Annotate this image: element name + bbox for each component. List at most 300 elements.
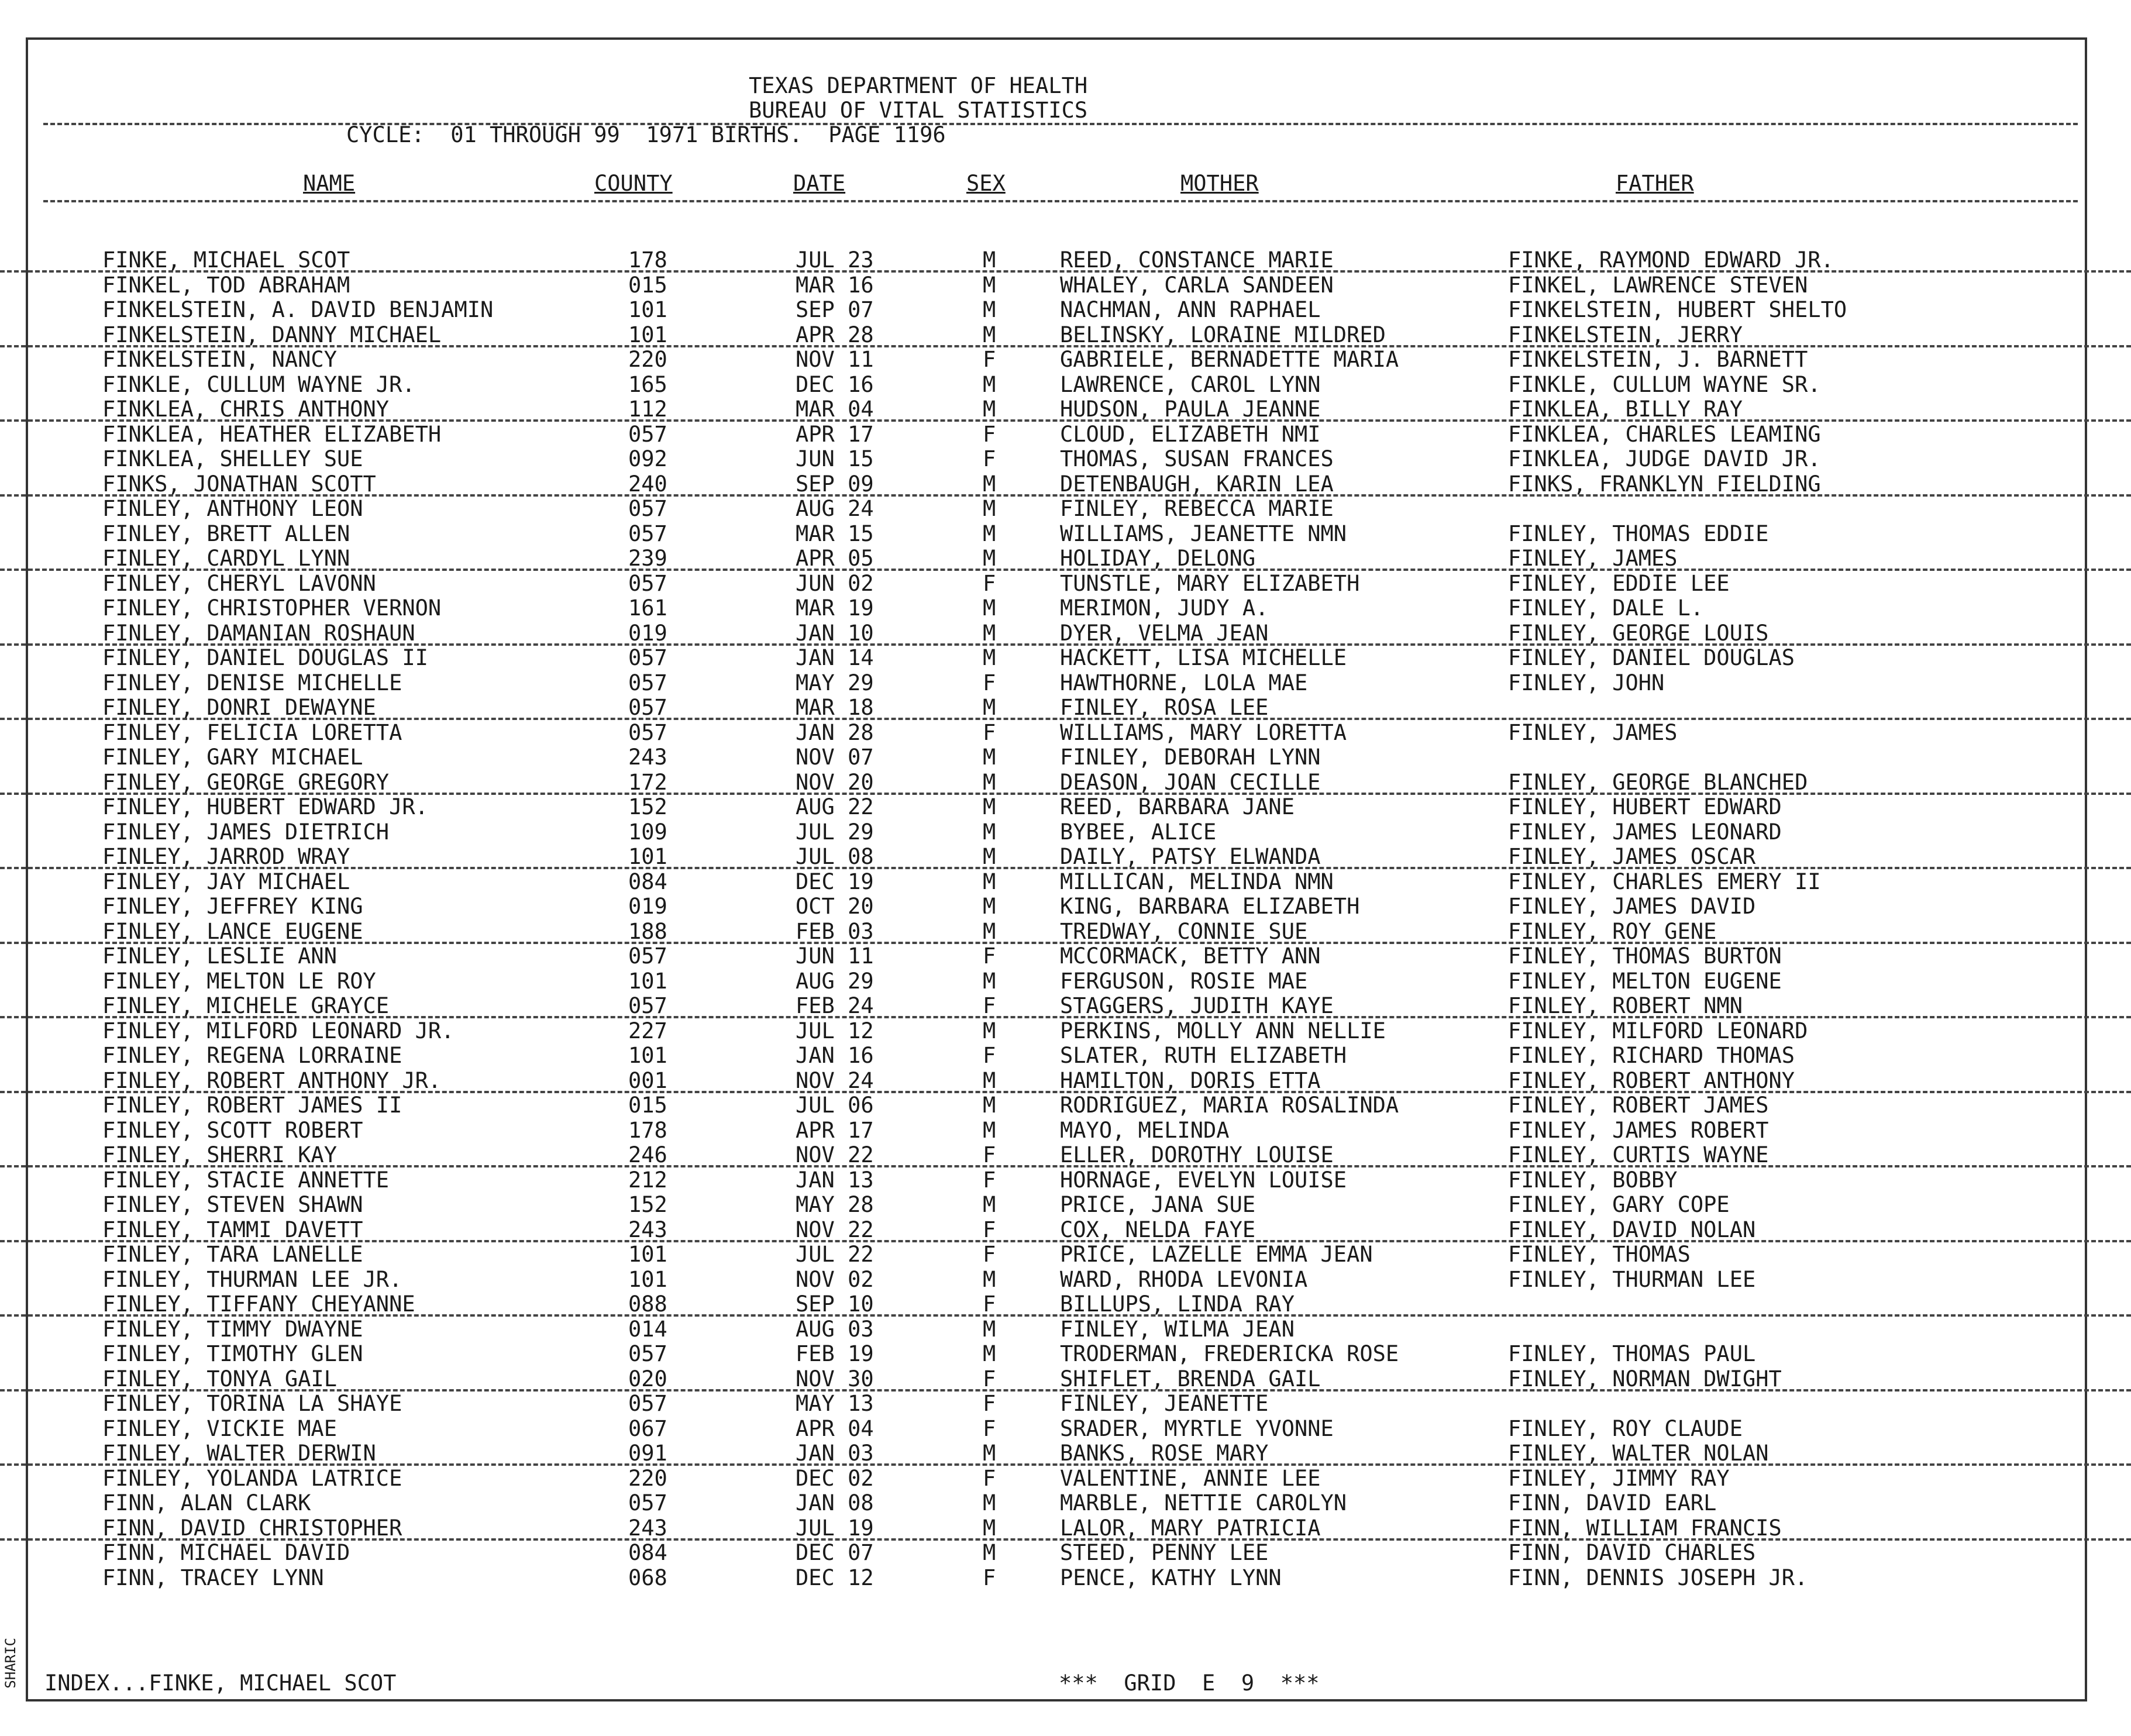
- cell-date: NOV 02: [796, 1266, 874, 1292]
- cell-sex: M: [983, 1515, 996, 1541]
- cell-mother: HORNAGE, EVELYN LOUISE: [1060, 1167, 1347, 1193]
- table-row: [0, 571, 2131, 596]
- cell-father: FINLEY, JAMES: [1508, 546, 1678, 571]
- cell-date: JUL 22: [796, 1242, 874, 1267]
- cell-father: FINLEY, MELTON EUGENE: [1508, 968, 1782, 994]
- table-row: [0, 969, 2131, 994]
- cell-date: NOV 24: [796, 1067, 874, 1093]
- table-row: [0, 1342, 2131, 1366]
- cell-father: FINLEY, JOHN: [1508, 670, 1665, 695]
- cell-sex: F: [983, 993, 996, 1018]
- cell-father: FINLEY, ROY GENE: [1508, 918, 1717, 944]
- cell-father: FINLEY, BOBBY: [1508, 1167, 1678, 1193]
- cell-county: 112: [628, 397, 667, 422]
- table-row: [0, 1491, 2131, 1515]
- cell-name: FINLEY, DAMANIAN ROSHAUN: [102, 620, 415, 646]
- cell-date: JAN 14: [796, 645, 874, 670]
- cell-mother: ELLER, DOROTHY LOUISE: [1060, 1142, 1334, 1167]
- cell-date: NOV 22: [796, 1217, 874, 1242]
- cell-mother: HAWTHORNE, LOLA MAE: [1060, 670, 1308, 695]
- cell-date: MAR 18: [796, 695, 874, 720]
- table-row: [0, 1168, 2131, 1193]
- cell-mother: LALOR, MARY PATRICIA: [1060, 1515, 1321, 1541]
- cell-father: FINLEY, THURMAN LEE: [1508, 1266, 1756, 1292]
- cell-mother: SRADER, MYRTLE YVONNE: [1060, 1415, 1334, 1441]
- cell-date: JUN 02: [796, 570, 874, 596]
- cell-date: JUL 29: [796, 819, 874, 845]
- cell-county: 243: [628, 745, 667, 770]
- agency-title: TEXAS DEPARTMENT OF HEALTH: [749, 73, 1088, 98]
- cell-father: FINKLEA, BILLY RAY: [1508, 397, 1743, 422]
- cell-sex: M: [983, 397, 996, 422]
- side-label: SHARIC: [2, 1638, 19, 1689]
- cell-name: FINLEY, STACIE ANNETTE: [102, 1167, 390, 1193]
- cell-county: 088: [628, 1291, 667, 1317]
- cell-name: FINLEY, DANIEL DOUGLAS II: [102, 645, 428, 670]
- cell-date: AUG 29: [796, 968, 874, 994]
- table-row: [0, 447, 2131, 471]
- cell-date: JAN 03: [796, 1441, 874, 1466]
- cell-county: 057: [628, 1490, 667, 1515]
- table-row: [0, 596, 2131, 621]
- cell-date: DEC 02: [796, 1465, 874, 1491]
- table-row: [0, 745, 2131, 770]
- cell-sex: F: [983, 570, 996, 596]
- cell-father: FINLEY, HUBERT EDWARD: [1508, 794, 1782, 819]
- cell-date: NOV 30: [796, 1366, 874, 1391]
- cell-father: FINLEY, GEORGE BLANCHED: [1508, 769, 1808, 795]
- table-row: [0, 347, 2131, 372]
- cell-date: AUG 03: [796, 1316, 874, 1342]
- table-row: [0, 1516, 2131, 1541]
- cell-sex: F: [983, 943, 996, 969]
- cell-county: 057: [628, 695, 667, 720]
- cell-mother: MCCORMACK, BETTY ANN: [1060, 943, 1321, 969]
- cell-name: FINLEY, JAMES DIETRICH: [102, 819, 390, 845]
- cell-county: 057: [628, 1391, 667, 1416]
- cell-mother: PERKINS, MOLLY ANN NELLIE: [1060, 1018, 1386, 1043]
- cell-father: FINLEY, CHARLES EMERY II: [1508, 869, 1821, 894]
- column-header-father: FATHER: [1616, 171, 1694, 196]
- column-header-name: NAME: [303, 171, 356, 196]
- column-header-mother: MOTHER: [1180, 171, 1259, 196]
- cell-date: MAY 28: [796, 1192, 874, 1217]
- table-row: [0, 248, 2131, 273]
- cell-county: 165: [628, 371, 667, 397]
- cell-mother: FINLEY, WILMA JEAN: [1060, 1316, 1295, 1342]
- cell-mother: MAYO, MELINDA: [1060, 1117, 1230, 1143]
- cell-name: FINLEY, LESLIE ANN: [102, 943, 337, 969]
- cell-date: MAR 15: [796, 521, 874, 546]
- cell-sex: M: [983, 894, 996, 919]
- cell-date: JUL 23: [796, 247, 874, 273]
- cell-father: FINKLE, CULLUM WAYNE SR.: [1508, 371, 1821, 397]
- cell-date: JAN 28: [796, 719, 874, 745]
- cell-county: 092: [628, 446, 667, 471]
- cell-name: FINKELSTEIN, A. DAVID BENJAMIN: [102, 297, 494, 322]
- cell-sex: M: [983, 546, 996, 571]
- cell-sex: F: [983, 1142, 996, 1167]
- cell-date: NOV 07: [796, 745, 874, 770]
- cell-sex: M: [983, 645, 996, 670]
- cell-sex: F: [983, 446, 996, 471]
- cell-county: 020: [628, 1366, 667, 1391]
- cell-date: DEC 07: [796, 1540, 874, 1565]
- cell-father: FINLEY, NORMAN DWIGHT: [1508, 1366, 1782, 1391]
- cell-name: FINKS, JONATHAN SCOTT: [102, 471, 376, 497]
- table-row: [0, 1118, 2131, 1143]
- cell-county: 091: [628, 1441, 667, 1466]
- cell-mother: HACKETT, LISA MICHELLE: [1060, 645, 1347, 670]
- cell-date: OCT 20: [796, 894, 874, 919]
- cell-mother: FERGUSON, ROSIE MAE: [1060, 968, 1308, 994]
- cell-date: JUL 08: [796, 844, 874, 869]
- cell-county: 015: [628, 1093, 667, 1118]
- cell-mother: MILLICAN, MELINDA NMN: [1060, 869, 1334, 894]
- cell-county: 101: [628, 297, 667, 322]
- cell-name: FINLEY, DENISE MICHELLE: [102, 670, 402, 695]
- cell-father: FINLEY, THOMAS PAUL: [1508, 1341, 1756, 1366]
- cell-mother: BYBEE, ALICE: [1060, 819, 1217, 845]
- cell-name: FINN, MICHAEL DAVID: [102, 1540, 350, 1565]
- cell-father: FINLEY, WALTER NOLAN: [1508, 1441, 1769, 1466]
- cell-name: FINLEY, BRETT ALLEN: [102, 521, 350, 546]
- cell-mother: BELINSKY, LORAINE MILDRED: [1060, 322, 1386, 347]
- cell-sex: M: [983, 471, 996, 497]
- table-row: [0, 695, 2131, 720]
- table-row: [0, 919, 2131, 944]
- table-row: [0, 1093, 2131, 1118]
- cell-date: JUN 15: [796, 446, 874, 471]
- cell-county: 212: [628, 1167, 667, 1193]
- cell-sex: M: [983, 769, 996, 795]
- cell-sex: M: [983, 794, 996, 819]
- cell-name: FINLEY, THURMAN LEE JR.: [102, 1266, 402, 1292]
- column-header-date: DATE: [793, 171, 846, 196]
- column-header-county: COUNTY: [594, 171, 673, 196]
- cell-date: MAY 29: [796, 670, 874, 695]
- table-row: [0, 546, 2131, 571]
- cell-father: FINN, DENNIS JOSEPH JR.: [1508, 1565, 1808, 1590]
- cell-name: FINLEY, SCOTT ROBERT: [102, 1117, 363, 1143]
- cell-mother: COX, NELDA FAYE: [1060, 1217, 1256, 1242]
- cell-date: SEP 10: [796, 1291, 874, 1317]
- cell-county: 101: [628, 322, 667, 347]
- cell-sex: F: [983, 719, 996, 745]
- cell-date: APR 17: [796, 1117, 874, 1143]
- cell-date: MAR 16: [796, 272, 874, 298]
- cell-date: APR 04: [796, 1415, 874, 1441]
- cell-sex: M: [983, 1093, 996, 1118]
- cell-county: 057: [628, 645, 667, 670]
- cell-county: 152: [628, 1192, 667, 1217]
- cell-mother: DEASON, JOAN CECILLE: [1060, 769, 1321, 795]
- cell-county: 019: [628, 894, 667, 919]
- cell-date: FEB 19: [796, 1341, 874, 1366]
- cell-date: JUN 11: [796, 943, 874, 969]
- cell-father: FINLEY, ROBERT NMN: [1508, 993, 1743, 1018]
- cell-sex: F: [983, 347, 996, 372]
- cell-mother: THOMAS, SUSAN FRANCES: [1060, 446, 1334, 471]
- cell-name: FINN, ALAN CLARK: [102, 1490, 311, 1515]
- cell-date: APR 28: [796, 322, 874, 347]
- cell-sex: F: [983, 1291, 996, 1317]
- cell-father: FINLEY, THOMAS BURTON: [1508, 943, 1782, 969]
- cell-sex: F: [983, 1366, 996, 1391]
- cell-mother: FINLEY, REBECCA MARIE: [1060, 496, 1334, 521]
- cell-father: FINLEY, JAMES LEONARD: [1508, 819, 1782, 845]
- table-row: [0, 1019, 2131, 1043]
- cell-mother: FINLEY, ROSA LEE: [1060, 695, 1269, 720]
- cell-father: FINKS, FRANKLYN FIELDING: [1508, 471, 1821, 497]
- cell-name: FINLEY, SHERRI KAY: [102, 1142, 337, 1167]
- cell-date: AUG 24: [796, 496, 874, 521]
- cell-father: FINLEY, ROBERT JAMES: [1508, 1093, 1769, 1118]
- cell-name: FINLEY, JAY MICHAEL: [102, 869, 350, 894]
- table-row: [0, 1317, 2131, 1342]
- cell-father: FINLEY, ROY CLAUDE: [1508, 1415, 1743, 1441]
- cell-mother: PRICE, JANA SUE: [1060, 1192, 1256, 1217]
- cell-name: FINLEY, WALTER DERWIN: [102, 1441, 376, 1466]
- cell-name: FINKLEA, CHRIS ANTHONY: [102, 397, 390, 422]
- cell-sex: M: [983, 297, 996, 322]
- cell-name: FINLEY, TONYA GAIL: [102, 1366, 337, 1391]
- cell-name: FINLEY, MILFORD LEONARD JR.: [102, 1018, 455, 1043]
- cell-mother: REED, BARBARA JANE: [1060, 794, 1295, 819]
- cell-sex: M: [983, 322, 996, 347]
- cell-county: 109: [628, 819, 667, 845]
- cell-date: NOV 22: [796, 1142, 874, 1167]
- cell-sex: M: [983, 496, 996, 521]
- cell-county: 019: [628, 620, 667, 646]
- table-row: [0, 1267, 2131, 1292]
- cell-county: 067: [628, 1415, 667, 1441]
- table-row: [0, 472, 2131, 497]
- cell-sex: M: [983, 745, 996, 770]
- cell-mother: REED, CONSTANCE MARIE: [1060, 247, 1334, 273]
- cell-name: FINLEY, ROBERT ANTHONY JR.: [102, 1067, 442, 1093]
- separator-header: [43, 200, 2078, 202]
- cell-name: FINLEY, GARY MICHAEL: [102, 745, 363, 770]
- cell-county: 084: [628, 869, 667, 894]
- cell-date: FEB 03: [796, 918, 874, 944]
- cell-mother: KING, BARBARA ELIZABETH: [1060, 894, 1360, 919]
- cell-date: APR 05: [796, 546, 874, 571]
- cell-father: FINLEY, CURTIS WAYNE: [1508, 1142, 1769, 1167]
- cell-county: 057: [628, 570, 667, 596]
- cell-father: FINLEY, EDDIE LEE: [1508, 570, 1730, 596]
- cell-county: 068: [628, 1565, 667, 1590]
- cell-county: 220: [628, 1465, 667, 1491]
- cell-date: MAR 04: [796, 397, 874, 422]
- cell-date: APR 17: [796, 421, 874, 447]
- grid-label: *** GRID E 9 ***: [1059, 1670, 1320, 1696]
- cell-county: 101: [628, 968, 667, 994]
- cell-sex: M: [983, 371, 996, 397]
- cell-father: FINLEY, JAMES DAVID: [1508, 894, 1756, 919]
- cell-father: FINN, WILLIAM FRANCIS: [1508, 1515, 1782, 1541]
- cell-county: 057: [628, 670, 667, 695]
- table-row: [0, 795, 2131, 819]
- cell-sex: F: [983, 1167, 996, 1193]
- table-row: [0, 273, 2131, 298]
- cell-name: FINKLEA, HEATHER ELIZABETH: [102, 421, 442, 447]
- cell-date: JUL 06: [796, 1093, 874, 1118]
- cell-mother: WARD, RHODA LEVONIA: [1060, 1266, 1308, 1292]
- cell-name: FINLEY, MELTON LE ROY: [102, 968, 376, 994]
- table-row: [0, 1566, 2131, 1590]
- index-label: INDEX...FINKE, MICHAEL SCOT: [44, 1670, 397, 1696]
- cell-name: FINLEY, STEVEN SHAWN: [102, 1192, 363, 1217]
- cell-sex: M: [983, 1192, 996, 1217]
- cell-name: FINLEY, JEFFREY KING: [102, 894, 363, 919]
- cell-mother: MERIMON, JUDY A.: [1060, 595, 1269, 621]
- cell-sex: M: [983, 1441, 996, 1466]
- cell-mother: WILLIAMS, JEANETTE NMN: [1060, 521, 1347, 546]
- cell-sex: M: [983, 968, 996, 994]
- cell-mother: RODRIGUEZ, MARIA ROSALINDA: [1060, 1093, 1399, 1118]
- cell-name: FINLEY, TARA LANELLE: [102, 1242, 363, 1267]
- cell-mother: BILLUPS, LINDA RAY: [1060, 1291, 1295, 1317]
- cell-father: FINLEY, RICHARD THOMAS: [1508, 1043, 1795, 1068]
- table-row: [0, 1143, 2131, 1167]
- table-row: [0, 422, 2131, 447]
- cell-father: FINLEY, JAMES ROBERT: [1508, 1117, 1769, 1143]
- cell-father: FINLEY, THOMAS: [1508, 1242, 1691, 1267]
- cell-county: 057: [628, 993, 667, 1018]
- cell-date: JAN 08: [796, 1490, 874, 1515]
- cell-county: 178: [628, 1117, 667, 1143]
- cell-mother: PENCE, KATHY LYNN: [1060, 1565, 1282, 1590]
- table-row: [0, 1218, 2131, 1242]
- cell-name: FINLEY, CARDYL LYNN: [102, 546, 350, 571]
- cell-sex: M: [983, 819, 996, 845]
- cell-father: FINLEY, DANIEL DOUGLAS: [1508, 645, 1795, 670]
- cell-father: FINLEY, DALE L.: [1508, 595, 1704, 621]
- cell-sex: M: [983, 1316, 996, 1342]
- cell-date: DEC 12: [796, 1565, 874, 1590]
- cell-name: FINKEL, TOD ABRAHAM: [102, 272, 350, 298]
- cell-county: 152: [628, 794, 667, 819]
- cell-name: FINN, DAVID CHRISTOPHER: [102, 1515, 402, 1541]
- cell-sex: M: [983, 247, 996, 273]
- cell-date: DEC 16: [796, 371, 874, 397]
- cell-mother: NACHMAN, ANN RAPHAEL: [1060, 297, 1321, 322]
- cell-sex: F: [983, 1391, 996, 1416]
- cell-sex: M: [983, 1266, 996, 1292]
- cell-date: JAN 13: [796, 1167, 874, 1193]
- table-row: [0, 1417, 2131, 1441]
- cell-county: 084: [628, 1540, 667, 1565]
- cell-name: FINLEY, LANCE EUGENE: [102, 918, 363, 944]
- cell-sex: M: [983, 695, 996, 720]
- table-row: [0, 397, 2131, 422]
- cell-mother: LAWRENCE, CAROL LYNN: [1060, 371, 1321, 397]
- cell-county: 101: [628, 1242, 667, 1267]
- cell-mother: DAILY, PATSY ELWANDA: [1060, 844, 1321, 869]
- table-row: [0, 621, 2131, 646]
- cell-name: FINN, TRACEY LYNN: [102, 1565, 324, 1590]
- cell-county: 057: [628, 1341, 667, 1366]
- cell-county: 014: [628, 1316, 667, 1342]
- cell-county: 178: [628, 247, 667, 273]
- cell-date: JAN 10: [796, 620, 874, 646]
- cell-date: JAN 16: [796, 1043, 874, 1068]
- table-row: [0, 298, 2131, 322]
- cell-name: FINLEY, HUBERT EDWARD JR.: [102, 794, 428, 819]
- cell-name: FINKLE, CULLUM WAYNE JR.: [102, 371, 415, 397]
- table-row: [0, 1466, 2131, 1491]
- cell-date: MAY 13: [796, 1391, 874, 1416]
- table-row: [0, 994, 2131, 1018]
- cell-mother: STAGGERS, JUDITH KAYE: [1060, 993, 1334, 1018]
- cell-sex: F: [983, 1217, 996, 1242]
- cell-sex: M: [983, 595, 996, 621]
- cell-date: NOV 20: [796, 769, 874, 795]
- cell-county: 057: [628, 521, 667, 546]
- bureau-title: BUREAU OF VITAL STATISTICS: [749, 98, 1088, 123]
- table-row: [0, 870, 2131, 894]
- cell-county: 188: [628, 918, 667, 944]
- cell-mother: BANKS, ROSE MARY: [1060, 1441, 1269, 1466]
- cell-name: FINLEY, TORINA LA SHAYE: [102, 1391, 402, 1416]
- cell-county: 057: [628, 719, 667, 745]
- cell-sex: M: [983, 620, 996, 646]
- cell-mother: DYER, VELMA JEAN: [1060, 620, 1269, 646]
- cell-name: FINKE, MICHAEL SCOT: [102, 247, 350, 273]
- table-row: [0, 1292, 2131, 1317]
- cell-mother: HAMILTON, DORIS ETTA: [1060, 1067, 1321, 1093]
- table-row: [0, 373, 2131, 397]
- column-header-sex: SEX: [966, 171, 1006, 196]
- cell-county: 101: [628, 1266, 667, 1292]
- cell-sex: F: [983, 1043, 996, 1068]
- cell-mother: PRICE, LAZELLE EMMA JEAN: [1060, 1242, 1373, 1267]
- cell-name: FINKELSTEIN, NANCY: [102, 347, 337, 372]
- cell-date: MAR 19: [796, 595, 874, 621]
- cell-mother: WILLIAMS, MARY LORETTA: [1060, 719, 1347, 745]
- table-row: [0, 721, 2131, 745]
- cell-county: 101: [628, 1043, 667, 1068]
- cell-mother: GABRIELE, BERNADETTE MARIA: [1060, 347, 1399, 372]
- table-row: [0, 497, 2131, 521]
- table-row: [0, 820, 2131, 845]
- cell-county: 057: [628, 421, 667, 447]
- cell-name: FINLEY, YOLANDA LATRICE: [102, 1465, 402, 1491]
- cycle-line: CYCLE: 01 THROUGH 99 1971 BIRTHS. PAGE 1196: [346, 122, 946, 147]
- table-row: [0, 1391, 2131, 1416]
- cell-sex: M: [983, 1117, 996, 1143]
- cell-name: FINKLEA, SHELLEY SUE: [102, 446, 363, 471]
- cell-name: FINLEY, JARROD WRAY: [102, 844, 350, 869]
- cell-mother: TRODERMAN, FREDERICKA ROSE: [1060, 1341, 1399, 1366]
- cell-mother: MARBLE, NETTIE CAROLYN: [1060, 1490, 1347, 1515]
- cell-county: 057: [628, 496, 667, 521]
- cell-sex: M: [983, 869, 996, 894]
- cell-date: DEC 19: [796, 869, 874, 894]
- cell-father: FINLEY, JAMES: [1508, 719, 1678, 745]
- cell-father: FINLEY, ROBERT ANTHONY: [1508, 1067, 1795, 1093]
- cell-county: 220: [628, 347, 667, 372]
- cell-date: FEB 24: [796, 993, 874, 1018]
- cell-sex: M: [983, 521, 996, 546]
- cell-sex: F: [983, 1565, 996, 1590]
- table-row: [0, 671, 2131, 695]
- cell-father: FINKLEA, CHARLES LEAMING: [1508, 421, 1821, 447]
- table-row: [0, 1541, 2131, 1565]
- cell-mother: HOLIDAY, DELONG: [1060, 546, 1256, 571]
- cell-sex: F: [983, 670, 996, 695]
